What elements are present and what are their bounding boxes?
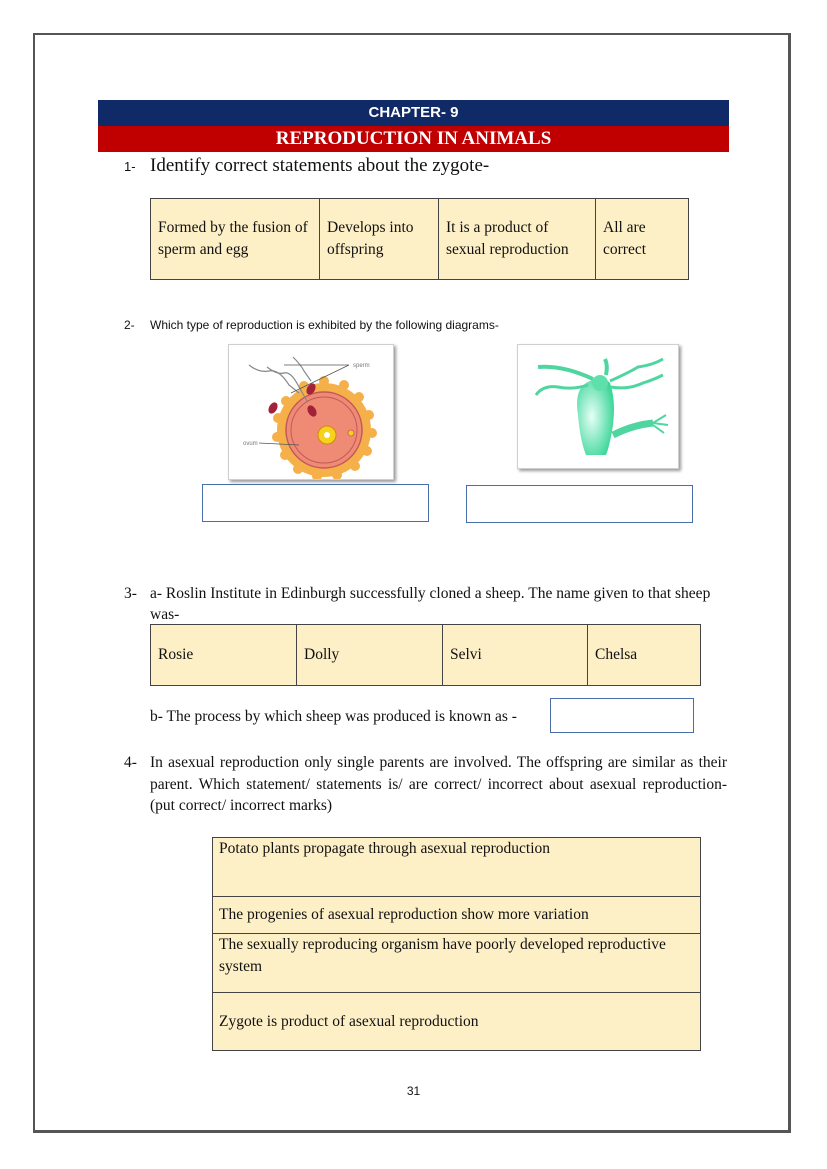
option-cell[interactable]: Develops into offspring <box>320 199 439 280</box>
hydra-icon <box>518 345 678 468</box>
option-cell[interactable]: It is a product of sexual reproduction <box>439 199 596 280</box>
chapter-title: REPRODUCTION IN ANIMALS <box>98 126 729 152</box>
question-2 <box>124 318 499 332</box>
statement-cell[interactable]: The sexually reproducing organism have poorly developed reproductive system <box>213 934 701 993</box>
q2-answer-box-2[interactable] <box>466 485 693 523</box>
option-cell[interactable]: All are correct <box>596 199 689 280</box>
question-4 <box>124 752 727 817</box>
question-number: 1- <box>124 159 136 174</box>
statement-cell[interactable]: Potato plants propagate through asexual reproduction <box>213 838 701 897</box>
question-number: 4- <box>124 754 137 771</box>
question-1 <box>124 155 489 177</box>
page-number: 31 <box>406 1084 421 1098</box>
question-number: 3- <box>124 585 137 602</box>
statement-cell[interactable]: Zygote is product of asexual reproduction <box>213 993 701 1051</box>
question-text: Which type of reproduction is exhibited by the following diagrams- <box>150 318 499 332</box>
option-cell[interactable]: Rosie <box>151 625 297 686</box>
q3-options-table <box>150 624 701 686</box>
option-cell[interactable]: Chelsa <box>588 625 701 686</box>
chapter-banner: CHAPTER- 9 <box>98 100 729 126</box>
q2-answer-box-1[interactable] <box>202 484 429 522</box>
q4-statements-table <box>212 837 701 1051</box>
option-cell[interactable]: Formed by the fusion of sperm and egg <box>151 199 320 280</box>
ovum-label: ovum <box>243 441 258 447</box>
question-3b-text: b- The process by which sheep was produced is known as - <box>150 708 517 725</box>
sperm-label: sperm <box>353 363 370 369</box>
sperm-ovum-icon <box>229 345 393 479</box>
question-text: a- Roslin Institute in Edinburgh successfully cloned a sheep. The name given to that sheep was- <box>150 585 711 623</box>
q1-options-table <box>150 198 689 280</box>
question-text: Identify correct statements about the zygote- <box>150 155 490 176</box>
option-cell[interactable]: Dolly <box>297 625 443 686</box>
hydra-budding-diagram <box>517 344 679 469</box>
question-text: In asexual reproduction only single parents are involved. The offspring are similar as their parent. Which statement/ statements is/ are correct/ incorrect about asexual reproduction- (put correct/ incorrect marks) <box>150 754 727 814</box>
fertilization-diagram <box>228 344 394 480</box>
option-cell[interactable]: Selvi <box>443 625 588 686</box>
statement-cell[interactable]: The progenies of asexual reproduction show more variation <box>213 897 701 934</box>
question-number: 2- <box>124 318 135 332</box>
q3-answer-box[interactable] <box>550 698 694 733</box>
question-3 <box>124 583 724 625</box>
